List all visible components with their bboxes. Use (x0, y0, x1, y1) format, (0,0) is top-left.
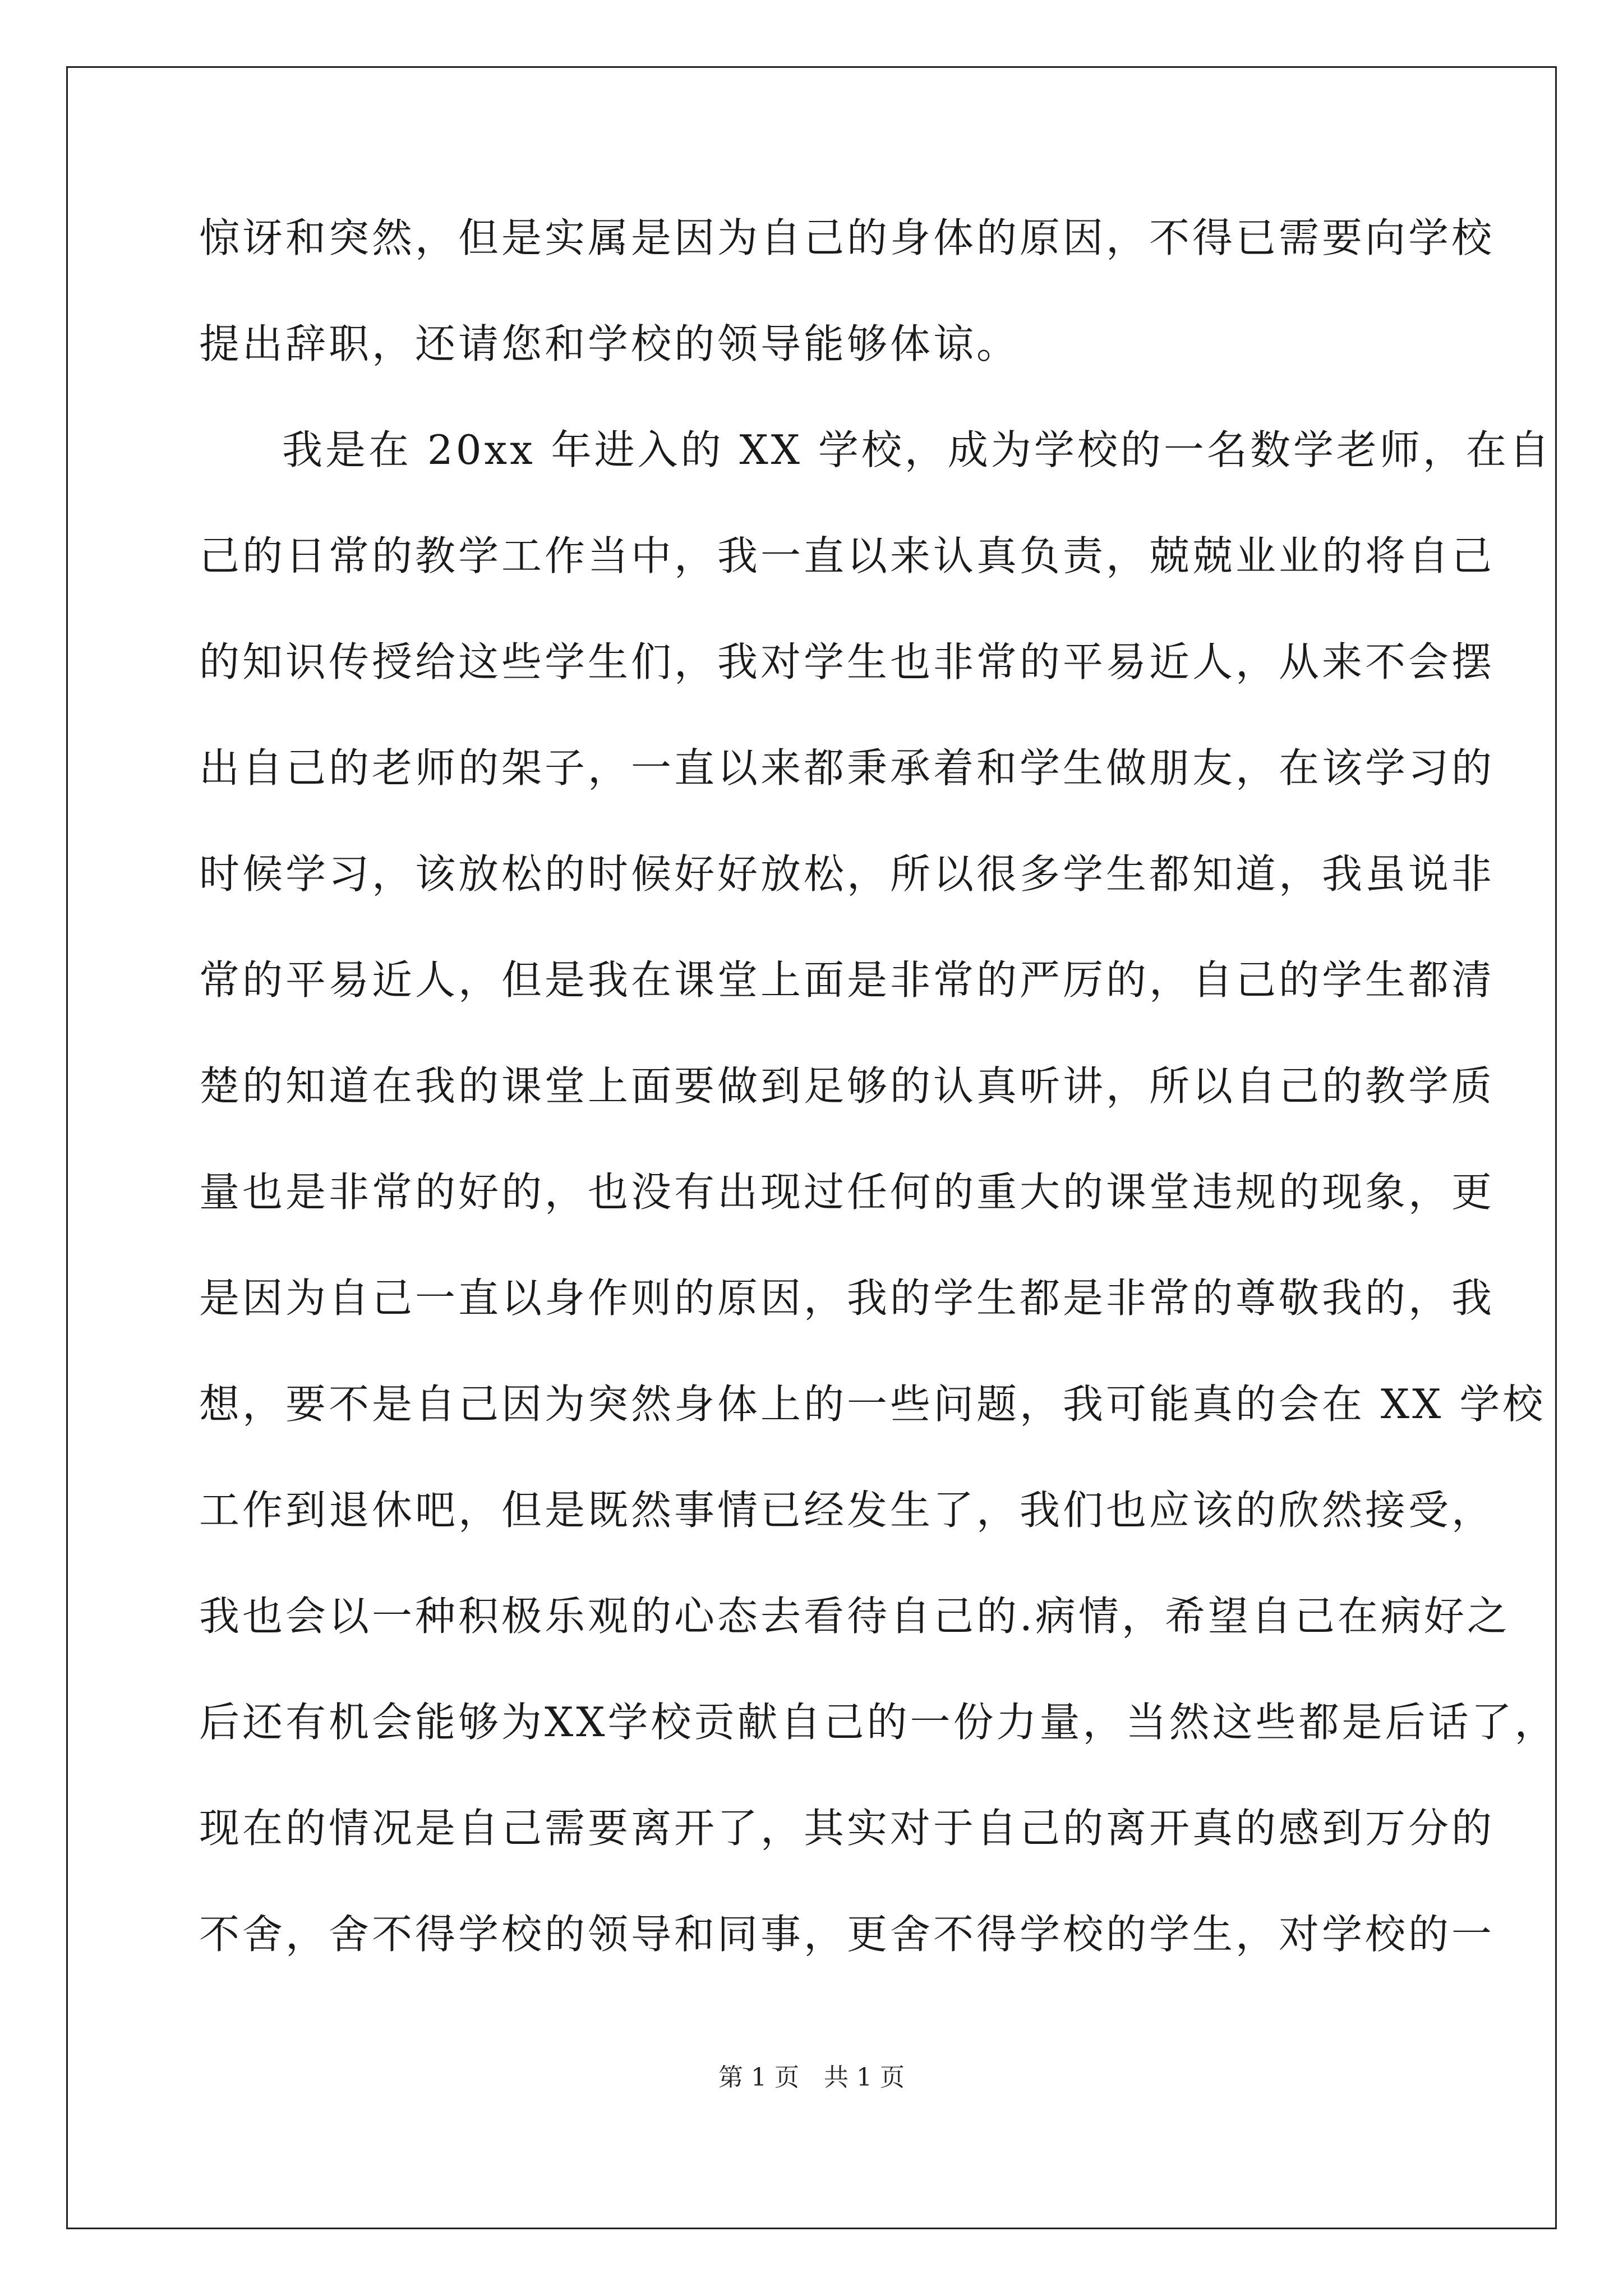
document-body (199, 214, 1558, 2020)
text-line: 时候学习，该放松的时候好好放松，所以很多学生都知道，我虽说非 (199, 850, 1495, 898)
text-line: 想，要不是自己因为突然身体上的一些问题，我可能真的会在 XX 学校 (199, 1381, 1546, 1428)
text-line: 我是在 20xx 年进入的 XX 学校，成为学校的一名数学老师，在自 (282, 426, 1552, 473)
text-line: 量也是非常的好的，也没有出现过任何的重大的课堂违规的现象，更 (199, 1168, 1495, 1216)
text-line: 是因为自己一直以身作则的原因，我的学生都是非常的尊敬我的，我 (199, 1274, 1495, 1322)
text-line: 不舍，舍不得学校的领导和同事，更舍不得学校的学生，对学校的一 (199, 1911, 1495, 1958)
text-line: 现在的情况是自己需要离开了，其实对于自己的离开真的感到万分的 (199, 1805, 1495, 1852)
text-line: 提出辞职，还请您和学校的领导能够体谅。 (199, 320, 1020, 367)
text-line: 惊讶和突然，但是实属是因为自己的身体的原因，不得已需要向学校 (199, 214, 1495, 261)
page-number: 第 1 页 共 1 页 (718, 2063, 905, 2092)
text-line: 后还有机会能够为XX学校贡献自己的一份力量，当然这些都是后话了， (199, 1699, 1558, 1746)
text-line: 工作到退休吧，但是既然事情已经发生了，我们也应该的欣然接受， (199, 1487, 1495, 1534)
text-line: 出自己的老师的架子，一直以来都秉承着和学生做朋友，在该学习的 (199, 744, 1495, 792)
text-line: 楚的知道在我的课堂上面要做到足够的认真听讲，所以自己的教学质 (199, 1062, 1495, 1110)
text-line: 常的平易近人，但是我在课堂上面是非常的严厉的，自己的学生都清 (199, 956, 1495, 1004)
text-line: 己的日常的教学工作当中，我一直以来认真负责，兢兢业业的将自己 (199, 532, 1495, 579)
text-line: 的知识传授给这些学生们，我对学生也非常的平易近人，从来不会摆 (199, 638, 1495, 685)
text-line: 我也会以一种积极乐观的心态去看待自己的.病情，希望自己在病好之 (199, 1593, 1510, 1640)
